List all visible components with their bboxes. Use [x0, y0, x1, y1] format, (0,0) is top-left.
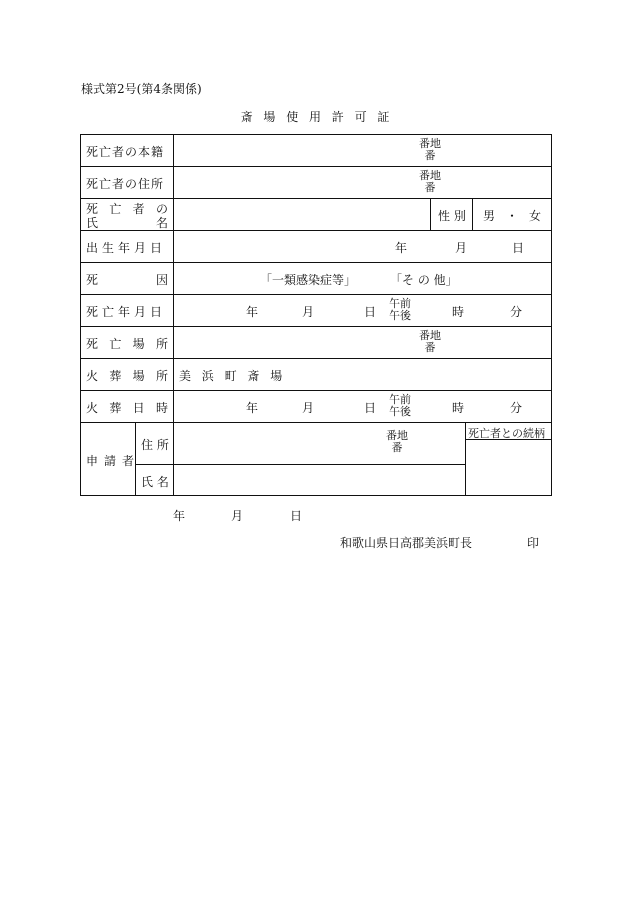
birth-month: 月 — [455, 241, 468, 255]
permit-form-table — [80, 134, 552, 496]
form-number-label: 様式第2号(第4条関係) — [81, 82, 202, 96]
death-place-label: 死 亡 場 所 — [86, 337, 168, 351]
death-place-banchi: 番地 番 — [419, 329, 441, 354]
footer-month: 月 — [231, 509, 244, 523]
birth-label: 出生年月日 — [86, 241, 167, 255]
sex-label: 性 別 — [438, 209, 466, 223]
applicant-label: 申請者 — [86, 454, 141, 468]
footer-day: 日 — [290, 509, 303, 523]
honseki-banchi: 番地 番 — [419, 137, 441, 162]
death-year: 年 — [246, 305, 259, 319]
death-hour: 時 — [452, 305, 465, 319]
cause-option-other: 「そ の 他」 — [390, 273, 458, 287]
cremation-place-label: 火 葬 場 所 — [86, 369, 168, 383]
jusho-label: 死亡者の住所 — [86, 177, 165, 191]
death-date-label: 死亡年月日 — [86, 305, 167, 319]
shimei-label-line2: 氏 名 — [86, 216, 168, 230]
seal-mark: 印 — [527, 536, 540, 550]
cause-label-right: 因 — [156, 273, 169, 287]
cremation-minute: 分 — [510, 401, 523, 415]
shimei-label-line1: 死 亡 者 の — [86, 202, 168, 216]
cremation-day: 日 — [364, 401, 377, 415]
footer-year: 年 — [173, 509, 186, 523]
cremation-hour: 時 — [452, 401, 465, 415]
death-ampm: 午前 午後 — [389, 297, 411, 322]
applicant-address-label: 住 所 — [141, 438, 169, 452]
cause-label-left: 死 — [86, 273, 99, 287]
honseki-label: 死亡者の本籍 — [86, 145, 165, 159]
birth-day: 日 — [512, 241, 525, 255]
mayor-name: 和歌山県日高郡美浜町長 — [340, 536, 473, 550]
death-day: 日 — [364, 305, 377, 319]
death-month: 月 — [302, 305, 315, 319]
applicant-banchi: 番地 番 — [386, 429, 408, 454]
birth-year: 年 — [395, 241, 408, 255]
sex-options: 男 ・ 女 — [483, 209, 541, 223]
cremation-ampm: 午前 午後 — [389, 393, 411, 418]
cause-option-infectious: 「一類感染症等」 — [260, 273, 357, 287]
relation-label: 死亡者との続柄 — [468, 427, 545, 440]
cremation-year: 年 — [246, 401, 259, 415]
death-minute: 分 — [510, 305, 523, 319]
jusho-banchi: 番地 番 — [419, 169, 441, 194]
cremation-date-label: 火 葬 日 時 — [86, 401, 168, 415]
document-title: 斎場使用許可証 — [240, 110, 401, 124]
cremation-place-value: 美浜町斎場 — [179, 369, 294, 383]
cremation-month: 月 — [302, 401, 315, 415]
applicant-name-label: 氏 名 — [141, 475, 169, 489]
